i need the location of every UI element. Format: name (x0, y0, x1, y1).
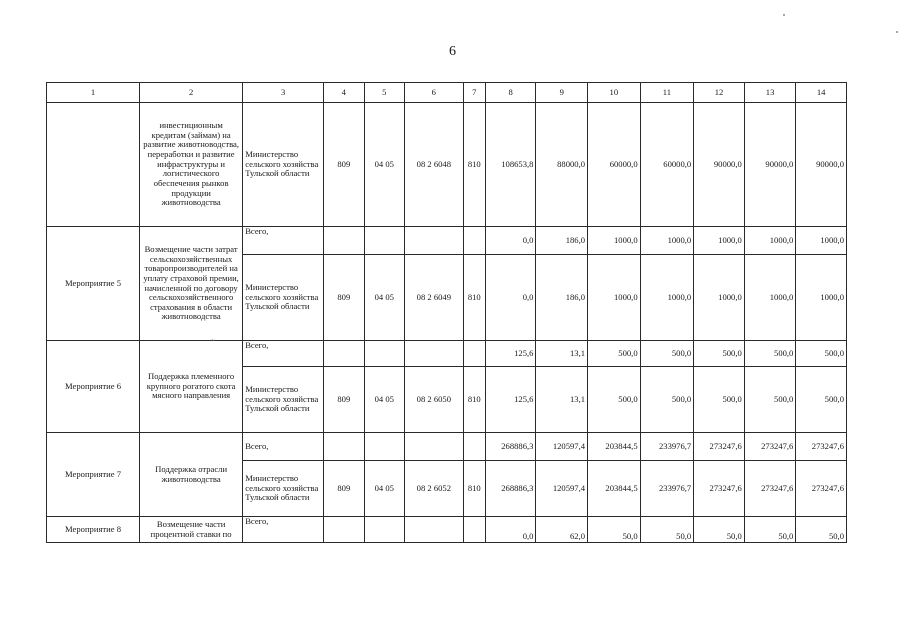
column-header: 3 (243, 83, 324, 103)
scan-speck (783, 14, 785, 16)
value-cell: 186,0 (536, 227, 588, 255)
total-label: Всего, (243, 341, 324, 367)
value-cell: 62,0 (536, 517, 588, 543)
value-cell: 1000,0 (744, 227, 796, 255)
value-cell: 120597,4 (536, 461, 588, 517)
stray-mark: ~ (211, 336, 216, 345)
column-header: 7 (463, 83, 485, 103)
value-cell: 809 (324, 255, 364, 341)
value-cell: 90000,0 (796, 103, 847, 227)
measure-name: Мероприятие 6 (47, 341, 140, 433)
value-cell: 809 (324, 461, 364, 517)
value-cell: 809 (324, 103, 364, 227)
empty-cell (324, 341, 364, 367)
value-cell: 04 05 (364, 103, 404, 227)
value-cell: 125,6 (485, 367, 536, 433)
value-cell: 1000,0 (744, 255, 796, 341)
value-cell: 203844,5 (588, 461, 641, 517)
value-cell: 50,0 (640, 517, 694, 543)
page-number: 6 (449, 44, 456, 59)
table-row-measure8-total (47, 517, 847, 543)
value-cell: 273247,6 (694, 433, 745, 461)
value-cell: 500,0 (588, 367, 641, 433)
value-cell: 08 2 6052 (405, 461, 464, 517)
header-row (47, 83, 847, 103)
measure-description: Возмещение части процентной ставки по (140, 517, 243, 543)
empty-cell (364, 433, 404, 461)
table-row-measure7-total (47, 433, 847, 461)
measure-description: Поддержка племенного крупного рогатого скота мясного направления (140, 341, 243, 433)
value-cell: 500,0 (694, 341, 745, 367)
value-cell: 273247,6 (796, 461, 847, 517)
column-header: 5 (364, 83, 404, 103)
value-cell: 500,0 (588, 341, 641, 367)
value-cell: 810 (463, 367, 485, 433)
value-cell: 268886,3 (485, 461, 536, 517)
empty-cell (364, 341, 404, 367)
column-header: 12 (694, 83, 745, 103)
value-cell: 1000,0 (640, 255, 694, 341)
executor-cell: Министерство сельского хозяйства Тульской области (243, 367, 324, 433)
value-cell: 50,0 (588, 517, 641, 543)
value-cell: 88000,0 (536, 103, 588, 227)
empty-cell (47, 103, 140, 227)
value-cell: 0,0 (485, 227, 536, 255)
column-header: 2 (140, 83, 243, 103)
column-header: 4 (324, 83, 364, 103)
value-cell: 810 (463, 255, 485, 341)
value-cell: 500,0 (744, 341, 796, 367)
value-cell: 60000,0 (640, 103, 694, 227)
value-cell: 125,6 (485, 341, 536, 367)
value-cell: 273247,6 (796, 433, 847, 461)
empty-cell (405, 517, 464, 543)
value-cell: 500,0 (694, 367, 745, 433)
value-cell: 90000,0 (694, 103, 745, 227)
value-cell: 500,0 (744, 367, 796, 433)
value-cell: 268886,3 (485, 433, 536, 461)
value-cell: 1000,0 (640, 227, 694, 255)
empty-cell (324, 227, 364, 255)
executor-cell: Министерство сельского хозяйства Тульской области (243, 103, 324, 227)
value-cell: 1000,0 (588, 255, 641, 341)
value-cell: 233976,7 (640, 461, 694, 517)
value-cell: 1000,0 (796, 227, 847, 255)
value-cell: 273247,6 (744, 461, 796, 517)
value-cell: 0,0 (485, 255, 536, 341)
measure-name: Мероприятие 5 (47, 227, 140, 341)
value-cell: 809 (324, 367, 364, 433)
value-cell: 1000,0 (796, 255, 847, 341)
value-cell: 0,0 (485, 517, 536, 543)
value-cell: 1000,0 (694, 227, 745, 255)
value-cell: 810 (463, 461, 485, 517)
value-cell: 04 05 (364, 461, 404, 517)
value-cell: 50,0 (744, 517, 796, 543)
empty-cell (364, 517, 404, 543)
column-header: 6 (405, 83, 464, 103)
value-cell: 1000,0 (694, 255, 745, 341)
column-header: 11 (640, 83, 694, 103)
measure-name: Мероприятие 8 (47, 517, 140, 543)
empty-cell (324, 517, 364, 543)
budget-table (46, 82, 847, 543)
value-cell: 108653,8 (485, 103, 536, 227)
column-header: 14 (796, 83, 847, 103)
value-cell: 90000,0 (744, 103, 796, 227)
table-row-measure5-total (47, 227, 847, 255)
executor-cell: Министерство сельского хозяйства Тульской области (243, 255, 324, 341)
value-cell: 500,0 (640, 367, 694, 433)
value-cell: 273247,6 (744, 433, 796, 461)
value-cell: 08 2 6048 (405, 103, 464, 227)
measure-description: Возмещение части затрат сельскохозяйственных товаропроизводителей на уплату страховой премии, начисленной по договору сельскохозяйственного страхования в области животноводства (140, 227, 243, 341)
value-cell: 50,0 (796, 517, 847, 543)
value-cell: 810 (463, 103, 485, 227)
value-cell: 120597,4 (536, 433, 588, 461)
value-cell: 08 2 6050 (405, 367, 464, 433)
value-cell: 04 05 (364, 367, 404, 433)
value-cell: 08 2 6049 (405, 255, 464, 341)
executor-cell: Министерство сельского хозяйства Тульской области (243, 461, 324, 517)
measure-name: Мероприятие 7 (47, 433, 140, 517)
measure-description: инвестиционным кредитам (займам) на развитие животноводства, переработки и развитие инфраструктуры и логистического обеспечения рынков продукции животноводства (140, 103, 243, 227)
value-cell: 233976,7 (640, 433, 694, 461)
column-header: 10 (588, 83, 641, 103)
value-cell: 60000,0 (588, 103, 641, 227)
value-cell: 500,0 (796, 367, 847, 433)
empty-cell (324, 433, 364, 461)
empty-cell (463, 341, 485, 367)
scan-speck (896, 31, 898, 33)
empty-cell (463, 227, 485, 255)
value-cell: 13,1 (536, 341, 588, 367)
empty-cell (405, 433, 464, 461)
value-cell: 203844,5 (588, 433, 641, 461)
empty-cell (405, 227, 464, 255)
value-cell: 04 05 (364, 255, 404, 341)
column-header: 8 (485, 83, 536, 103)
total-label: Всего, (243, 517, 324, 543)
measure-description: Поддержка отрасли животноводства (140, 433, 243, 517)
total-label: Всего, (243, 433, 324, 461)
empty-cell (463, 517, 485, 543)
empty-cell (463, 433, 485, 461)
value-cell: 500,0 (640, 341, 694, 367)
value-cell: 13,1 (536, 367, 588, 433)
value-cell: 50,0 (694, 517, 745, 543)
table-row-measure6-total (47, 341, 847, 367)
table-row-continuation (47, 103, 847, 227)
value-cell: 186,0 (536, 255, 588, 341)
value-cell: 1000,0 (588, 227, 641, 255)
empty-cell (405, 341, 464, 367)
column-header: 9 (536, 83, 588, 103)
value-cell: 500,0 (796, 341, 847, 367)
column-header: 13 (744, 83, 796, 103)
column-header: 1 (47, 83, 140, 103)
total-label: Всего, (243, 227, 324, 255)
empty-cell (364, 227, 404, 255)
value-cell: 273247,6 (694, 461, 745, 517)
